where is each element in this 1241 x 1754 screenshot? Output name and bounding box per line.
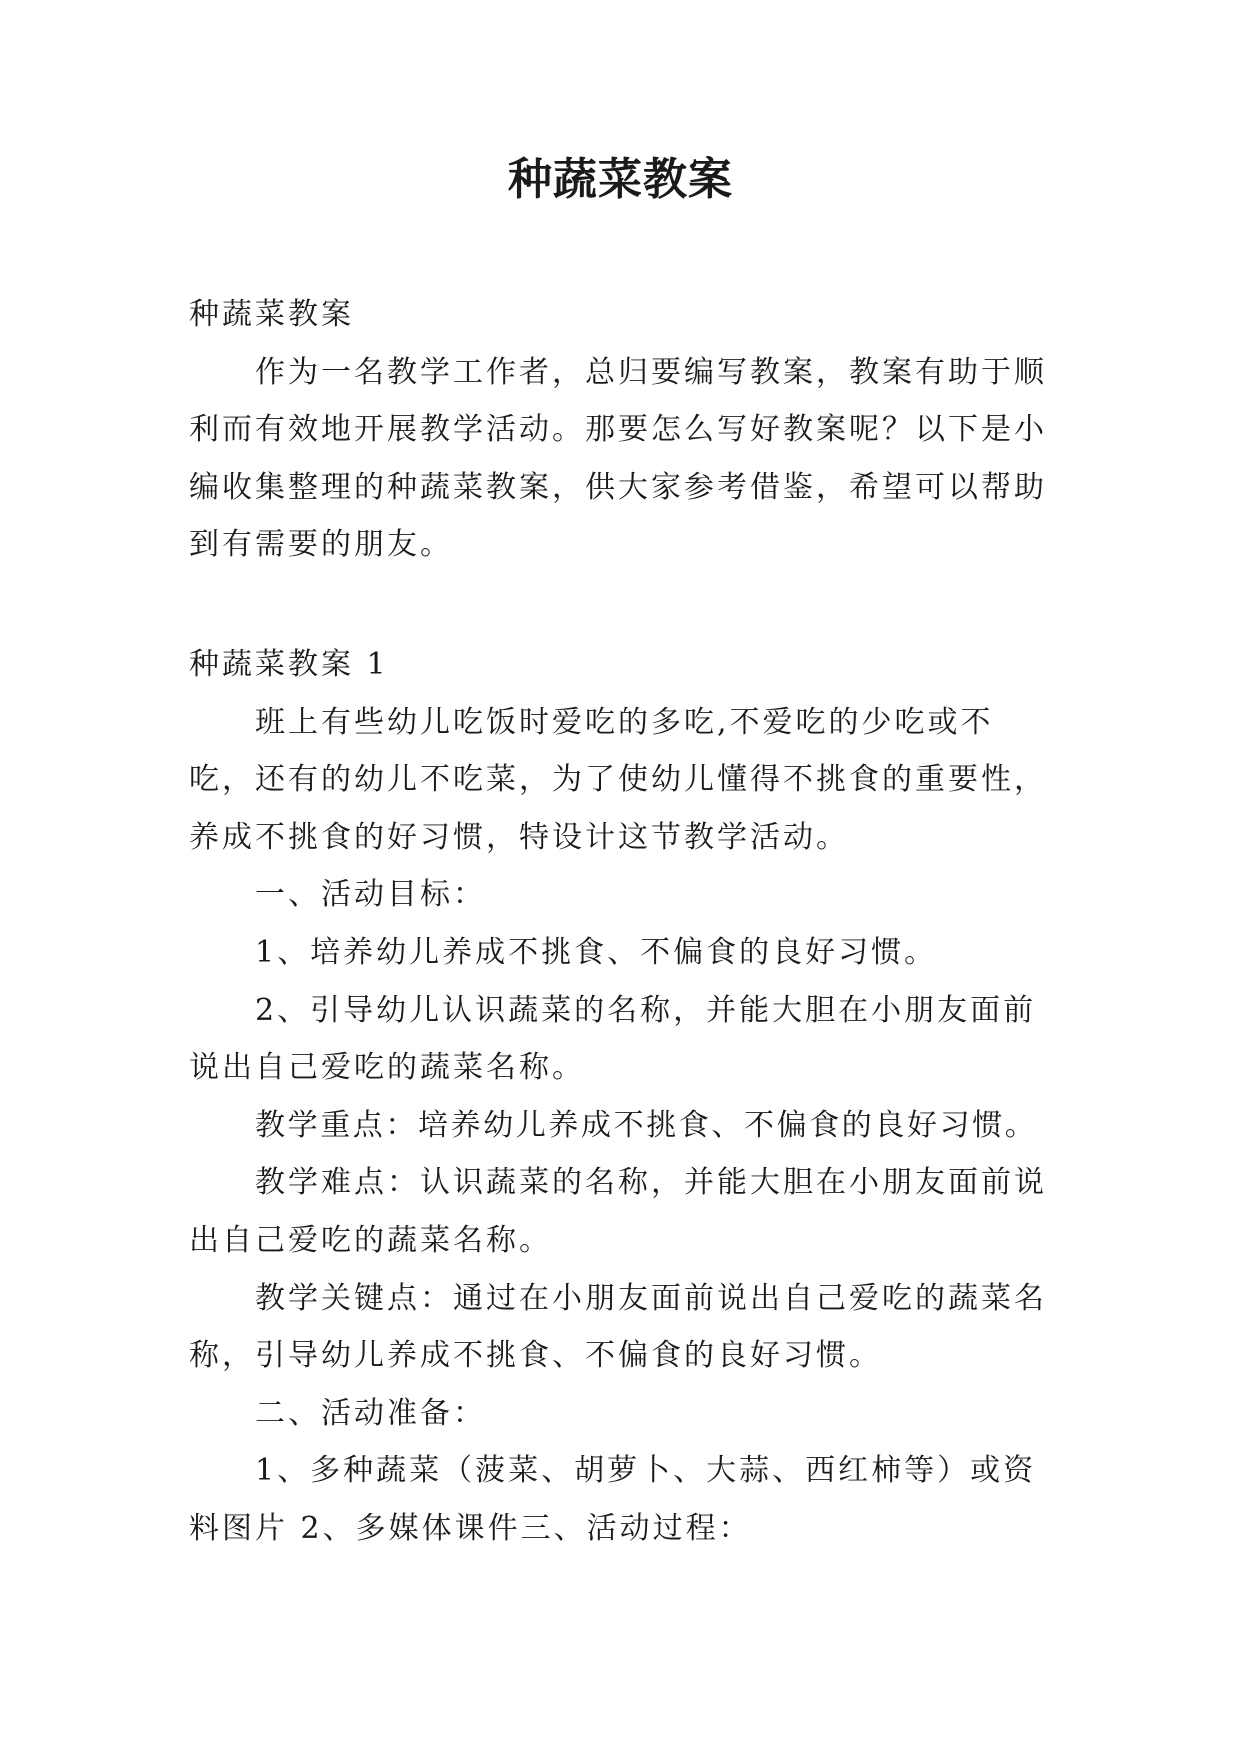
teaching-key-point: 教学关键点：通过在小朋友面前说出自己爱吃的蔬菜名称，引导幼儿养成不挑食、不偏食的良好习惯。 [189,1280,1047,1374]
document-subtitle: 种蔬菜教案 [189,297,354,332]
body-paragraph: 班上有些幼儿吃饭时爱吃的多吃,不爱吃的少吃或不吃，还有的幼儿不吃菜，为了使幼儿懂得不挑食的重要性，养成不挑食的好习惯，特设计这节教学活动。 [189,704,1047,855]
intro-paragraph: 作为一名教学工作者，总归要编写教案，教案有助于顺利而有效地开展教学活动。那要怎么写好教案呢？以下是小编收集整理的种蔬菜教案，供大家参考借鉴，希望可以帮助到有需要的朋友。 [189,354,1047,563]
section-preparation-heading: 二、活动准备： [255,1395,486,1431]
goal-item: 1、培养幼儿养成不挑食、不偏食的良好习惯。 [255,934,938,970]
teaching-focus: 教学重点：培养幼儿养成不挑食、不偏食的良好习惯。 [255,1107,1038,1143]
teaching-difficulty: 教学难点：认识蔬菜的名称，并能大胆在小朋友面前说出自己爱吃的蔬菜名称。 [189,1165,1047,1258]
document-title: 种蔬菜教案 [508,154,733,205]
goal-item: 2、引导幼儿认识蔬菜的名称，并能大胆在小朋友面前说出自己爱吃的蔬菜名称。 [189,992,1037,1086]
document-body [189,286,1057,1557]
section-goal-heading: 一、活动目标： [255,877,486,913]
section-heading: 种蔬菜教案 1 [189,646,389,682]
preparation-item: 1、多种蔬菜（菠菜、胡萝卜、大蒜、西红柿等）或资料图片 2、多媒体课件三、活动过程： [189,1453,1037,1546]
